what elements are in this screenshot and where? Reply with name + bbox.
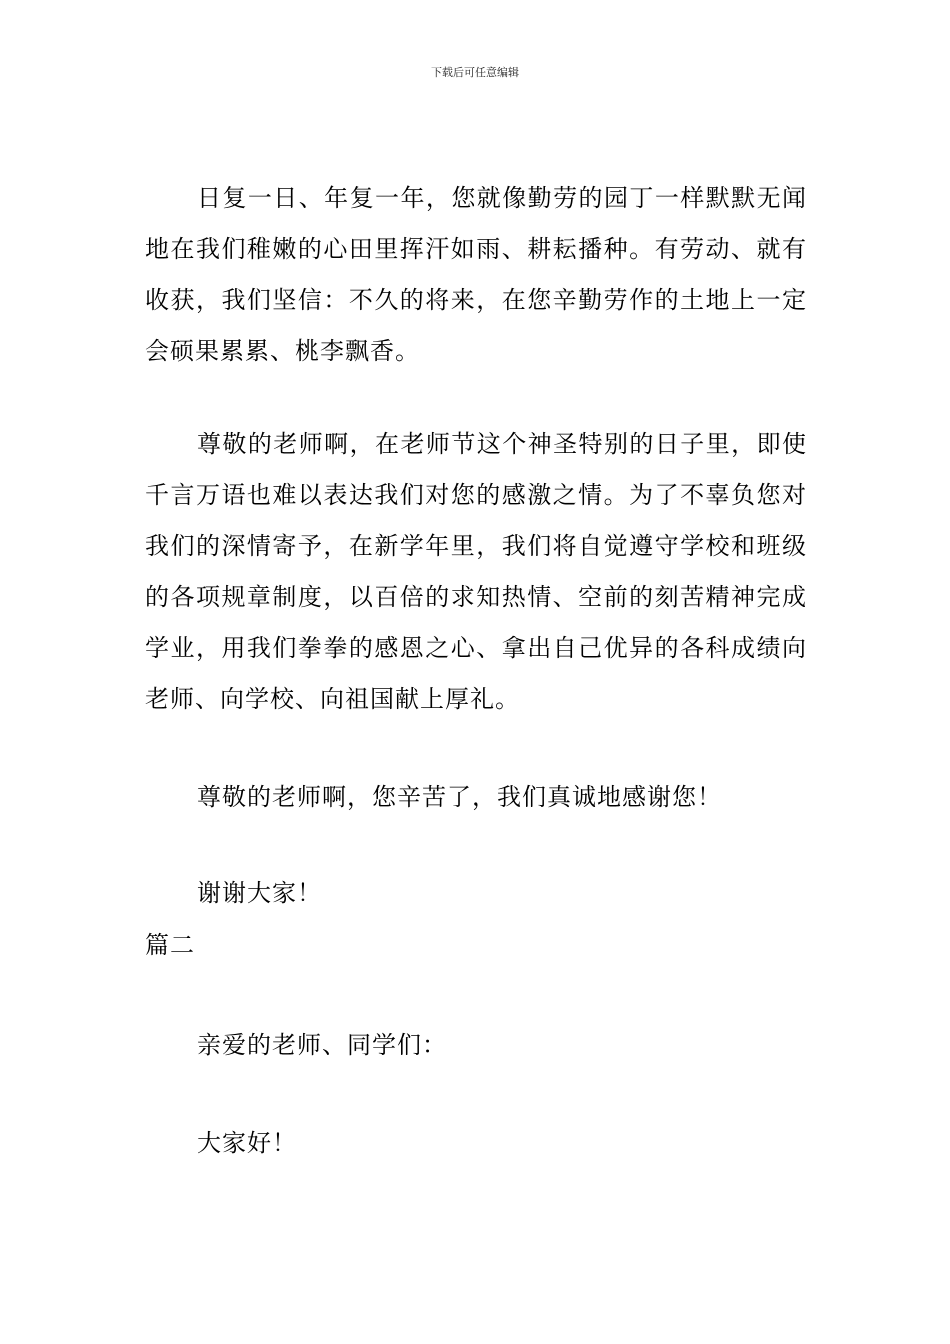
body-paragraph: 尊敬的老师啊，您辛苦了，我们真诚地感谢您！: [197, 783, 722, 811]
salutation-paragraph: 亲爱的老师、同学们：: [197, 1031, 447, 1059]
greeting-paragraph: 大家好！: [197, 1129, 297, 1157]
body-paragraph: 日复一日、年复一年，您就像勤劳的园丁一样默默无闻地在我们稚嫩的心田里挥汗如雨、耕耘播种。有劳动、就有收获，我们坚信：不久的将来，在您辛勤劳作的土地上一定会硕果累累、桃李飘香。: [145, 184, 807, 365]
body-paragraph: 谢谢大家！: [197, 879, 322, 907]
section-title: 篇二: [145, 931, 195, 959]
body-paragraph: 尊敬的老师啊，在老师节这个神圣特别的日子里，即使千言万语也难以表达我们对您的感激之情。为了不辜负您对我们的深情寄予，在新学年里，我们将自觉遵守学校和班级的各项规章制度，以百倍的求知热情、空前的刻苦精神完成学业，用我们拳拳的感恩之心、拿出自己优异的各科成绩向老师、向学校、向祖国献上厚礼。: [145, 430, 807, 713]
page-header-watermark: 下载后可任意编辑: [431, 66, 519, 79]
